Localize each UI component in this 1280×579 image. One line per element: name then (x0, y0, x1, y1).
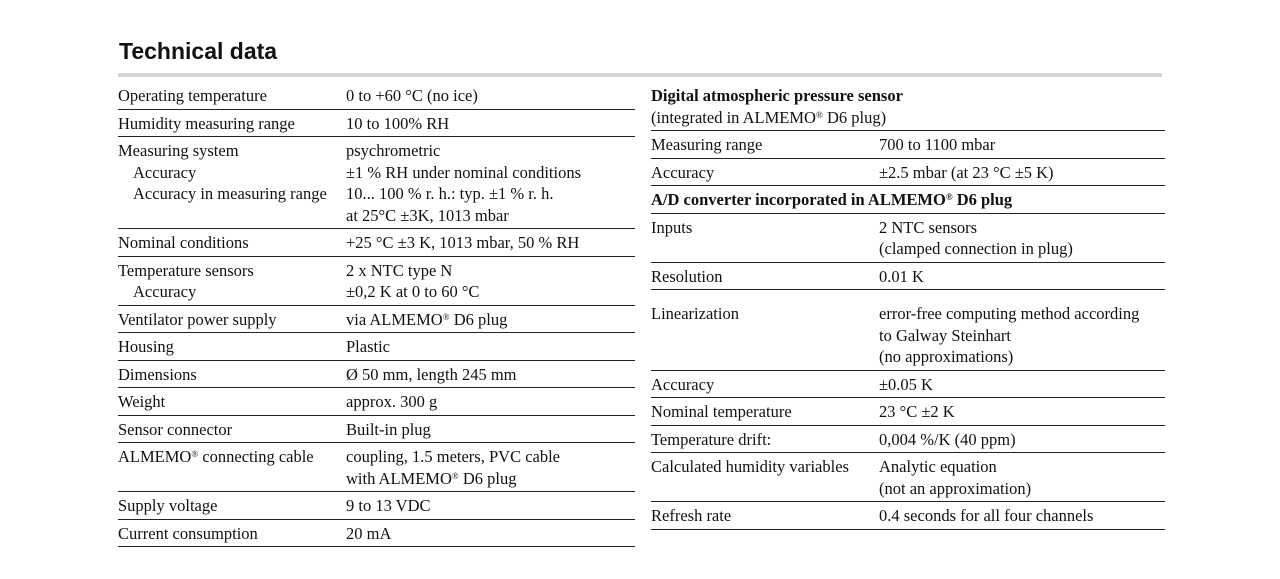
spec-value: to Galway Steinhart (879, 325, 1011, 345)
spec-value: 20 mA (346, 523, 392, 543)
right-spec-table (651, 82, 1165, 530)
spec-value: 0.01 K (879, 266, 924, 286)
spec-value: error-free computing method according (879, 304, 1140, 323)
spec-value: ±0,2 K at 0 to 60 °C (346, 282, 480, 301)
section-subheading: (integrated in ALMEMO® D6 plug) (651, 107, 887, 127)
spec-value: Ø 50 mm, length 245 mm (346, 364, 517, 384)
page-title: Technical data (119, 38, 278, 64)
spec-label: Calculated humidity variables (651, 457, 849, 476)
spec-label: Temperature sensors (118, 260, 254, 280)
spec-row-measuring-system (118, 137, 635, 229)
spec-label: Supply voltage (118, 496, 218, 515)
spec-sublabel: Accuracy (133, 282, 197, 301)
spec-row-current-consumption (118, 520, 635, 548)
spec-label: ALMEMO® connecting cable (118, 447, 314, 466)
section-heading-ad-converter (651, 186, 1165, 214)
spec-label: Humidity measuring range (118, 113, 295, 133)
spec-value: 23 °C ±2 K (879, 402, 955, 421)
spec-value: ±0.05 K (879, 374, 933, 394)
section-heading: A/D converter incorporated in ALMEMO® D6 plug (651, 190, 1013, 209)
spec-label: Refresh rate (651, 506, 732, 525)
spec-label: Inputs (651, 217, 693, 237)
section-heading-pressure-sensor (651, 82, 1165, 131)
spec-row-inputs (651, 214, 1165, 263)
spec-label: Resolution (651, 266, 723, 286)
spec-label: Operating temperature (118, 86, 267, 105)
spec-row-humidity-range (118, 110, 635, 138)
spec-row-temperature-sensors (118, 257, 635, 306)
spec-value: 2 NTC sensors (879, 217, 978, 237)
spec-row-supply-voltage (118, 492, 635, 520)
spec-value: (clamped connection in plug) (879, 239, 1073, 258)
spec-value: Plastic (346, 337, 390, 356)
spec-label: Nominal temperature (651, 402, 792, 421)
spec-value: approx. 300 g (346, 392, 438, 411)
spec-label: Weight (118, 392, 166, 411)
spec-row-sensor-connector (118, 416, 635, 444)
spec-value: Analytic equation (879, 457, 997, 476)
spec-row-ventilator-power (118, 306, 635, 334)
spec-value: (no approximations) (879, 347, 1014, 366)
spec-row-housing (118, 333, 635, 361)
spec-label: Temperature drift: (651, 429, 772, 449)
spec-value: at 25°C ±3K, 1013 mbar (346, 205, 509, 225)
spec-row-connecting-cable (118, 443, 635, 492)
spec-label: Dimensions (118, 364, 197, 384)
spec-value: 2 x NTC type N (346, 260, 453, 280)
spec-value: 0.4 seconds for all four channels (879, 506, 1094, 525)
spec-label: Accuracy (651, 374, 715, 394)
spec-row-linearization (651, 290, 1165, 371)
spec-row-humidity-variables (651, 453, 1165, 502)
spec-label: Ventilator power supply (118, 309, 277, 329)
spec-row-refresh-rate (651, 502, 1165, 530)
spec-row-nominal-conditions (118, 229, 635, 257)
spec-label: Housing (118, 337, 174, 356)
spec-row-weight (118, 388, 635, 416)
spec-value: (not an approximation) (879, 478, 1032, 498)
spec-label: Sensor connector (118, 419, 233, 439)
spec-label: Accuracy (651, 162, 715, 182)
spec-value: +25 °C ±3 K, 1013 mbar, 50 % RH (346, 233, 580, 252)
spec-row-pressure-accuracy (651, 159, 1165, 187)
section-heading: Digital atmospheric pressure sensor (651, 86, 903, 105)
spec-value: ±2.5 mbar (at 23 °C ±5 K) (879, 162, 1054, 182)
spec-row-measuring-range (651, 131, 1165, 159)
spec-row-ad-accuracy (651, 371, 1165, 399)
spec-value: 9 to 13 VDC (346, 496, 431, 515)
title-divider (118, 73, 1162, 77)
spec-label: Measuring range (651, 135, 763, 154)
spec-value: ±1 % RH under nominal conditions (346, 162, 581, 182)
spec-value: coupling, 1.5 meters, PVC cable (346, 447, 561, 466)
spec-row-resolution (651, 263, 1165, 291)
spec-label: Measuring system (118, 141, 239, 160)
spec-value: 10 to 100% RH (346, 113, 450, 133)
spec-value: with ALMEMO® D6 plug (346, 468, 517, 488)
spec-row-temperature-drift (651, 426, 1165, 454)
spec-value: 700 to 1100 mbar (879, 135, 996, 154)
spec-row-nominal-temperature (651, 398, 1165, 426)
spec-label: Linearization (651, 304, 739, 323)
left-spec-table (118, 82, 635, 547)
spec-value: 10... 100 % r. h.: typ. ±1 % r. h. (346, 184, 554, 203)
spec-value: via ALMEMO® D6 plug (346, 309, 508, 329)
spec-row-operating-temperature (118, 82, 635, 110)
spec-row-dimensions (118, 361, 635, 389)
spec-label: Current consumption (118, 523, 258, 543)
spec-value: Built-in plug (346, 419, 431, 439)
spec-sublabel: Accuracy (133, 162, 197, 182)
spec-value: 0 to +60 °C (no ice) (346, 86, 478, 105)
spec-value: 0,004 %/K (40 ppm) (879, 429, 1016, 449)
spec-value: psychrometric (346, 141, 441, 160)
spec-label: Nominal conditions (118, 233, 249, 252)
spec-sublabel: Accuracy in measuring range (133, 184, 327, 203)
